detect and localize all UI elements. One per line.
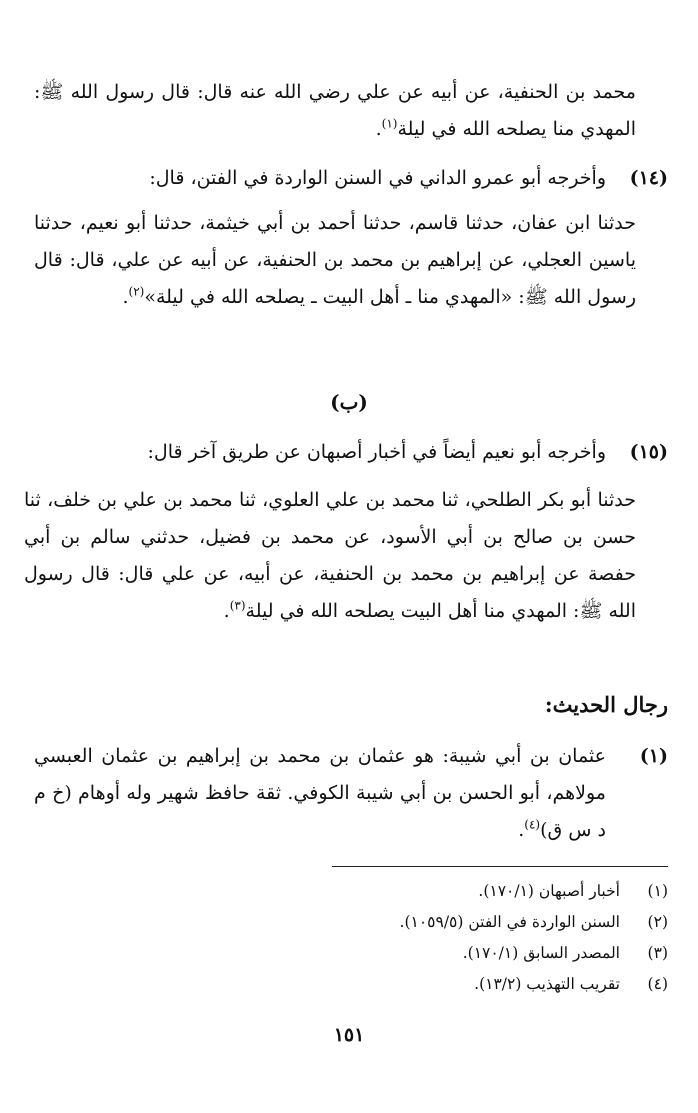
paragraph-text: حدثنا أبو بكر الطلحي، ثنا محمد بن علي العلوي، ثنا محمد بن علي بن خلف، ثنا حسن بن صالح بن أبي الأسود، عن محمد بن فضيل، حدثني سالم بن أبي حفصة عن إبراهيم بن محمد بن الحنفية، عن أبيه، عن علي قال: قال رسول الله ﷺ: المهدي منا أهل البيت يصلحه الله في ليلة bbox=[24, 489, 636, 622]
entry-text: وأخرجه أبو عمرو الداني في السنن الواردة في الفتن، قال: bbox=[149, 167, 606, 189]
footnote-ref: (٣) bbox=[229, 598, 246, 613]
section-heading: رجال الحديث: bbox=[544, 692, 668, 717]
footnote-text: أخبار أصبهان (١٧٠/١). bbox=[478, 882, 620, 900]
footnote-number: (١) bbox=[647, 882, 668, 900]
paragraph-text: حدثنا ابن عفان، حدثنا قاسم، حدثنا أحمد بن أبي خيثمة، حدثنا أبو نعيم، حدثنا ياسين العجلي، عن إبراهيم بن محمد بن الحنفية، عن أبيه عن علي، قال: قال رسول الله ﷺ: «المهدي منا ـ أهل البيت ـ يصلحه الله في ليلة» bbox=[34, 212, 636, 308]
entry-14 bbox=[34, 160, 668, 197]
entry-text: عثمان بن أبي شيبة: هو عثمان بن محمد بن إبراهيم بن عثمان العبسي مولاهم، أبو الحسن بن أبي شيبة الكوفي. ثقة حافظ شهير وله أوهام (خ م د س ق)$^{(٤)}$. bbox=[34, 745, 606, 841]
footnote-3 bbox=[34, 938, 668, 968]
footnote-text: السنن الواردة في الفتن (١٠٥٩/٥). bbox=[399, 913, 620, 931]
footnote-text: المصدر السابق (١٧٠/١). bbox=[462, 944, 620, 962]
page-number: ١٥١ bbox=[333, 1024, 365, 1046]
footnote-4 bbox=[34, 969, 668, 999]
hadith-chain-paragraph: حدثنا ابن عفان، حدثنا قاسم، حدثنا أحمد بن أبي خيثمة، حدثنا أبو نعيم، حدثنا ياسين العجلي، عن إبراهيم بن محمد بن الحنفية، عن أبيه عن علي، قال: قال رسول الله ﷺ: «المهدي منا ـ أهل البيت ـ يصلحه الله في ليلة»$^{(٢)}$. bbox=[34, 212, 636, 308]
section-marker: (ب) bbox=[330, 390, 368, 414]
paragraph-continuation: محمد بن الحنفية، عن أبيه عن علي رضي الله عنه قال: قال رسول الله ﷺ: المهدي منا يصلحه الله في ليلة$^{(١)}$. bbox=[34, 81, 636, 140]
footnote-number: (٤) bbox=[647, 975, 668, 993]
footnote-2 bbox=[34, 907, 668, 937]
entry-number: (١٥) bbox=[629, 441, 668, 463]
hadith-chain-paragraph-2: حدثنا أبو بكر الطلحي، ثنا محمد بن علي العلوي، ثنا محمد بن علي بن خلف، ثنا حسن بن صالح بن أبي الأسود، عن محمد بن فضيل، حدثني سالم بن أبي حفصة عن إبراهيم بن محمد بن الحنفية، عن أبيه، عن علي قال: قال رسول الله ﷺ: المهدي منا أهل البيت يصلحه الله في ليلة$^{(٣)}$. bbox=[24, 489, 636, 622]
footnote-ref: (٤) bbox=[524, 817, 541, 832]
footnote-1 bbox=[34, 876, 668, 906]
narrator-entry-1 bbox=[34, 738, 668, 849]
entry-text: وأخرجه أبو نعيم أيضاً في أخبار أصبهان عن طريق آخر قال: bbox=[147, 441, 606, 463]
footnote-divider bbox=[332, 866, 668, 867]
footnote-ref: (١) bbox=[381, 116, 398, 131]
narrator-text: عثمان بن أبي شيبة: هو عثمان بن محمد بن إبراهيم بن عثمان العبسي مولاهم، أبو الحسن بن أبي شيبة الكوفي. ثقة حافظ شهير وله أوهام (خ م د س ق) bbox=[34, 745, 606, 841]
entry-number: (١٤) bbox=[629, 167, 668, 189]
entry-15 bbox=[34, 434, 668, 471]
footnote-ref: (٢) bbox=[128, 284, 145, 299]
footnote-number: (٣) bbox=[647, 944, 668, 962]
footnote-text: تقريب التهذيب (١٣/٢). bbox=[474, 975, 620, 993]
entry-number: (١) bbox=[639, 745, 668, 767]
footnote-number: (٢) bbox=[647, 913, 668, 931]
paragraph-text: محمد بن الحنفية، عن أبيه عن علي رضي الله عنه قال: قال رسول الله ﷺ: المهدي منا يصلحه الله في ليلة bbox=[34, 81, 636, 140]
